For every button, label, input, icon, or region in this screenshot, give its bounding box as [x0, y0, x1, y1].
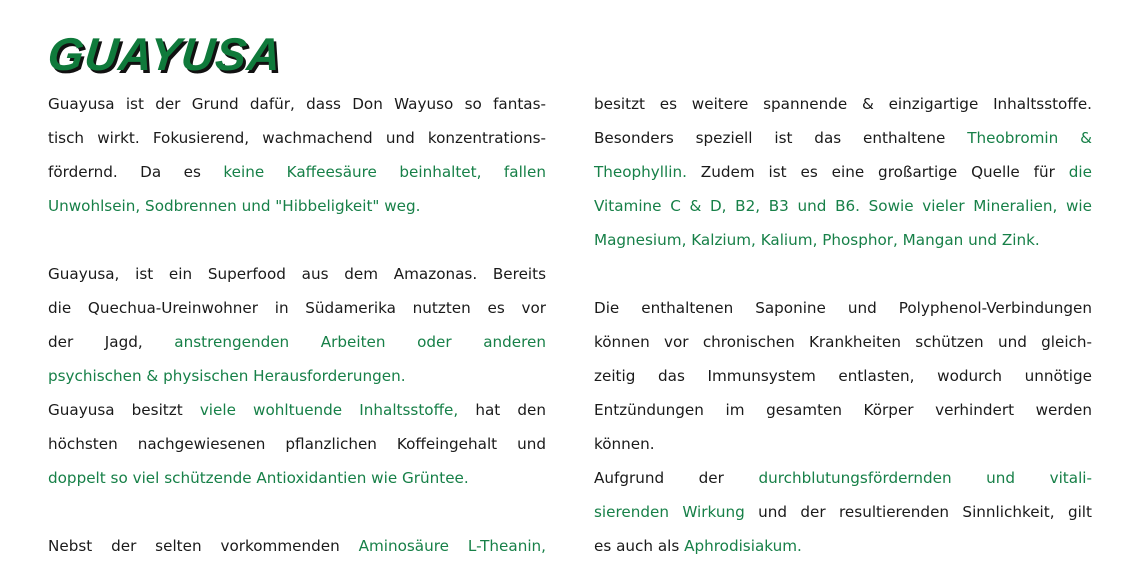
body-text: können. — [594, 435, 655, 453]
text-line — [48, 257, 546, 291]
paragraph-aphrodisiac — [594, 461, 1092, 563]
body-text: Besonders speziell ist das enthaltene — [594, 129, 968, 147]
highlight-text: Aphrodisiakum. — [684, 537, 802, 555]
body-text: Die enthaltenen Saponine und Polyphenol-Verbindungen — [594, 299, 1092, 317]
text-line — [48, 291, 546, 325]
text-line — [48, 155, 546, 189]
highlight-text: durchblutungsfördernden und vitali- — [758, 469, 1092, 487]
body-text: Aufgrund der — [594, 469, 759, 487]
body-text: Nebst der selten vorkommenden — [48, 537, 359, 555]
body-text: hat den — [458, 401, 546, 419]
text-line — [594, 223, 1092, 257]
text-line — [594, 189, 1092, 223]
highlight-text: Aminosäure L-Theanin, — [358, 537, 547, 555]
highlight-text: Vitamine C & D, B2, B3 und B6. Sowie vieler Mineralien, wie — [594, 197, 1092, 215]
body-text: können vor chronischen Krankheiten schützen und gleich- — [594, 333, 1092, 351]
text-line — [594, 529, 1092, 563]
highlight-text: viele wohltuende Inhaltsstoffe, — [199, 401, 459, 419]
paragraph-special-ingredients — [594, 87, 1092, 257]
text-line — [594, 325, 1092, 359]
text-line — [594, 427, 1092, 461]
paragraph-effects — [48, 87, 546, 223]
highlight-text: sierenden Wirkung — [594, 503, 745, 521]
text-line — [48, 325, 546, 359]
highlight-text: die — [1068, 163, 1092, 181]
text-line — [594, 155, 1092, 189]
text-line — [48, 121, 546, 155]
right-column — [594, 87, 1092, 563]
text-line — [594, 87, 1092, 121]
body-text: die Quechua-Ureinwohner in Südamerika nutzten es vor — [48, 299, 546, 317]
body-text: es auch als — [594, 537, 685, 555]
text-line — [594, 121, 1092, 155]
text-line — [48, 359, 546, 393]
body-text: und der resultierenden Sinnlichkeit, gilt — [744, 503, 1092, 521]
body-text: höchsten nachgewiesenen pflanzlichen Koffeingehalt und — [48, 435, 546, 453]
paragraph-origin — [48, 257, 546, 393]
highlight-text: doppelt so viel schützende Antioxidantien wie Grüntee. — [48, 469, 469, 487]
text-line — [594, 495, 1092, 529]
body-text: Guayusa, ist ein Superfood aus dem Amazonas. Bereits — [48, 265, 546, 283]
text-line — [48, 87, 546, 121]
text-line — [48, 427, 546, 461]
body-text: Guayusa besitzt — [48, 401, 200, 419]
highlight-text: anstrengenden Arbeiten oder anderen — [174, 333, 546, 351]
spacer — [48, 495, 546, 529]
highlight-text: Theophyllin. — [594, 163, 687, 181]
text-line — [594, 461, 1092, 495]
body-text: Guayusa ist der Grund dafür, dass Don Wayuso so fantas- — [48, 95, 546, 113]
body-text: der Jagd, — [48, 333, 175, 351]
text-line — [594, 291, 1092, 325]
highlight-text: Magnesium, Kalzium, Kalium, Phosphor, Mangan und Zink. — [594, 231, 1040, 249]
page-title: GUAYUSA — [45, 28, 285, 80]
paragraph-health — [594, 291, 1092, 461]
text-line — [594, 393, 1092, 427]
text-line — [48, 461, 546, 495]
text-line — [594, 359, 1092, 393]
text-line — [48, 529, 546, 563]
highlight-text: keine Kaffeesäure beinhaltet, fallen — [223, 163, 546, 181]
text-line — [48, 393, 546, 427]
body-text: Zudem ist es eine großartige Quelle für — [686, 163, 1069, 181]
body-text: Entzündungen im gesamten Körper verhindert werden — [594, 401, 1092, 419]
highlight-text: Unwohlsein, Sodbrennen und "Hibbeligkeit" weg. — [48, 197, 421, 215]
body-text: zeitig das Immunsystem entlasten, wodurch unnötige — [594, 367, 1092, 385]
highlight-text: psychischen & physischen Herausforderungen. — [48, 367, 406, 385]
left-column — [48, 87, 546, 563]
body-text: besitzt es weitere spannende & einzigartige Inhaltsstoffe. — [594, 95, 1092, 113]
paragraph-ingredients — [48, 393, 546, 495]
spacer — [48, 223, 546, 257]
body-text: tisch wirkt. Fokusierend, wachmachend und konzentrations- — [48, 129, 546, 147]
highlight-text: Theobromin & — [967, 129, 1092, 147]
paragraph-theanine — [48, 529, 546, 563]
text-line — [48, 189, 546, 223]
spacer — [594, 257, 1092, 291]
body-text: fördernd. Da es — [48, 163, 224, 181]
